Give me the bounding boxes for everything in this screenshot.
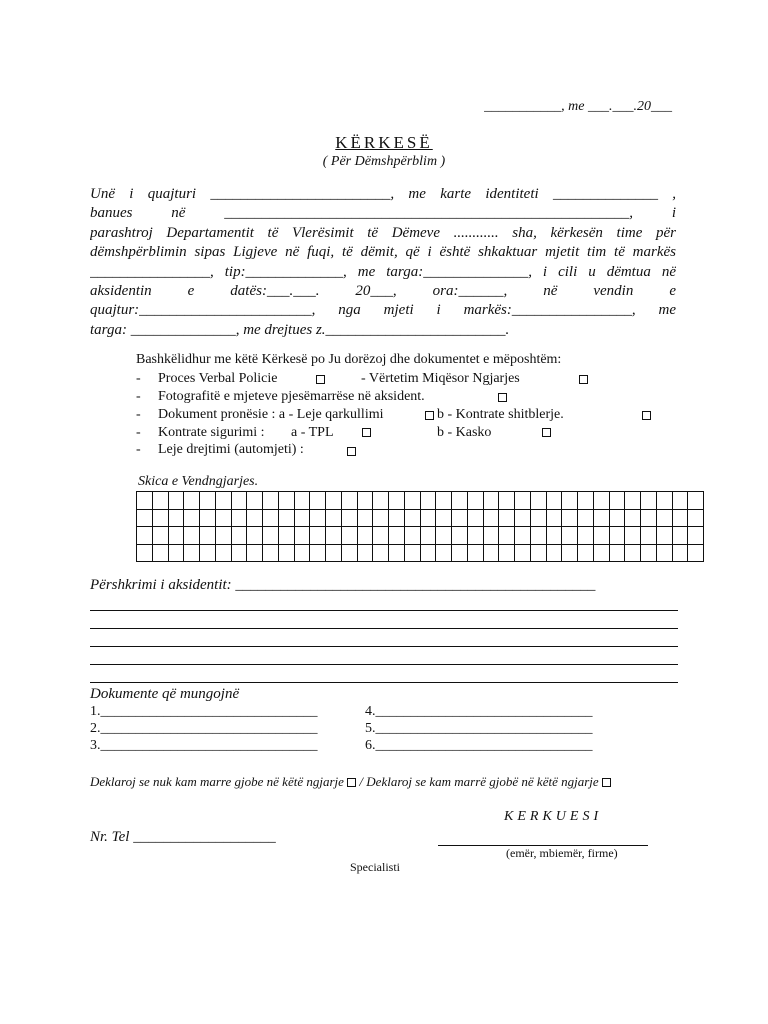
sketch-grid-cell[interactable] — [436, 527, 452, 545]
sketch-grid-cell[interactable] — [137, 544, 153, 562]
attachment-dash: - — [136, 425, 141, 440]
sketch-grid-cell[interactable] — [247, 527, 263, 545]
sketch-grid-cell[interactable] — [200, 544, 216, 562]
sketch-grid-cell[interactable] — [452, 527, 468, 545]
paragraph-line: parashtroj Departamentit të Vlerësimit të Dëmeve ............ sha, kërkesën time për — [90, 224, 676, 241]
attachment-label-police-report: Proces Verbal Policie — [158, 371, 278, 386]
sketch-grid-cell[interactable] — [420, 527, 436, 545]
description-line[interactable] — [90, 682, 678, 683]
sketch-grid-cell[interactable] — [656, 509, 672, 527]
sketch-grid-cell[interactable] — [357, 544, 373, 562]
sketch-grid-cell[interactable] — [341, 527, 357, 545]
sketch-grid-cell[interactable] — [609, 544, 625, 562]
missing-doc-line[interactable]: 5._______________________________ — [365, 721, 593, 736]
attachment-dash: - — [136, 371, 141, 386]
sketch-grid-cell[interactable] — [625, 544, 641, 562]
sketch-grid-cell[interactable] — [656, 544, 672, 562]
sketch-grid-cell[interactable] — [483, 527, 499, 545]
sketch-grid-cell[interactable] — [247, 509, 263, 527]
document-title-text: KËRKESË — [335, 133, 433, 152]
attachment-dash: - — [136, 407, 141, 422]
sketch-grid-cell[interactable] — [389, 509, 405, 527]
sketch-grid-cell[interactable] — [452, 509, 468, 527]
sketch-grid-cell[interactable] — [389, 492, 405, 510]
checkbox-driving-license[interactable] — [347, 447, 356, 456]
sketch-grid-cell[interactable] — [357, 527, 373, 545]
sketch-grid-cell[interactable] — [373, 527, 389, 545]
sketch-grid-cell[interactable] — [247, 492, 263, 510]
sketch-grid-cell[interactable] — [137, 492, 153, 510]
checkbox-police-report[interactable] — [316, 375, 325, 384]
sketch-grid-cell[interactable] — [373, 544, 389, 562]
sketch-grid-cell[interactable] — [184, 492, 200, 510]
sketch-grid-cell[interactable] — [420, 492, 436, 510]
attachments-intro: Bashkëlidhur me këtë Kërkesë po Ju dorëzoj dhe dokumentet e mëposhtëm: — [136, 352, 562, 367]
sketch-grid-cell[interactable] — [467, 544, 483, 562]
specialist-label: Specialisti — [350, 860, 400, 874]
paragraph-line: Unë i quajturi ________________________, me karte identiteti ______________ , — [90, 186, 676, 202]
sketch-grid-cell[interactable] — [200, 527, 216, 545]
sketch-grid-cell[interactable] — [231, 509, 247, 527]
checkbox-sales-contract[interactable] — [642, 411, 651, 420]
sketch-grid-cell[interactable] — [672, 509, 688, 527]
sketch-grid-cell[interactable] — [137, 527, 153, 545]
attachment-label-sales-contract: b - Kontrate shitblerje. — [437, 407, 564, 422]
sketch-grid-cell[interactable] — [593, 509, 609, 527]
sketch-grid-cell[interactable] — [357, 492, 373, 510]
sketch-grid-cell[interactable] — [247, 544, 263, 562]
paragraph-line: quajtur:_______________________, nga mjeti i markës:________________, me — [90, 302, 676, 319]
sketch-grid-cell[interactable] — [609, 492, 625, 510]
sketch-grid-cell[interactable] — [152, 544, 168, 562]
sketch-grid-cell[interactable] — [467, 527, 483, 545]
sketch-grid-cell[interactable] — [231, 527, 247, 545]
sketch-grid-cell[interactable] — [499, 527, 515, 545]
description-line[interactable] — [90, 646, 678, 647]
sketch-grid-cell[interactable] — [420, 509, 436, 527]
sketch-grid-cell[interactable] — [184, 527, 200, 545]
sketch-grid-cell[interactable] — [152, 492, 168, 510]
sketch-grid-row — [137, 544, 704, 562]
sketch-grid-cell[interactable] — [625, 492, 641, 510]
sketch-grid-cell[interactable] — [357, 509, 373, 527]
attachment-label-driving-license: Leje drejtimi (automjeti) : — [158, 442, 304, 457]
attachment-dash: - — [136, 389, 141, 404]
sketch-grid-cell[interactable] — [310, 492, 326, 510]
signature-caption: (emër, mbiemër, firme) — [506, 846, 618, 860]
missing-doc-line[interactable]: 6._______________________________ — [365, 738, 593, 753]
checkbox-photos[interactable] — [498, 393, 507, 402]
sketch-grid-cell[interactable] — [483, 492, 499, 510]
sketch-grid-cell[interactable] — [593, 492, 609, 510]
phone-field[interactable]: Nr. Tel ___________________ — [90, 829, 276, 845]
missing-doc-line[interactable]: 1._______________________________ — [90, 704, 318, 719]
missing-doc-line[interactable]: 2._______________________________ — [90, 721, 318, 736]
checkbox-no-fine[interactable] — [347, 778, 356, 787]
sketch-grid-cell[interactable] — [278, 492, 294, 510]
sketch-grid-cell[interactable] — [215, 492, 231, 510]
sketch-grid-cell[interactable] — [215, 527, 231, 545]
requester-label: KERKUESI — [504, 809, 603, 824]
paragraph-line: aksidentin e datës:___.___. 20___, ora:______, në vendin e — [90, 282, 676, 299]
description-line[interactable] — [90, 628, 678, 629]
sketch-grid-cell[interactable] — [515, 509, 531, 527]
sketch-grid-cell[interactable] — [499, 509, 515, 527]
sketch-grid-cell[interactable] — [215, 544, 231, 562]
sketch-grid-cell[interactable] — [609, 527, 625, 545]
checkbox-tpl[interactable] — [362, 428, 371, 437]
sketch-grid-cell[interactable] — [436, 544, 452, 562]
sketch-grid-cell[interactable] — [168, 527, 184, 545]
sketch-grid-cell[interactable] — [326, 544, 342, 562]
sketch-grid-cell[interactable] — [467, 492, 483, 510]
sketch-grid-row — [137, 509, 704, 527]
paragraph-line: targa: ______________, me drejtues z.________________________. — [90, 321, 510, 338]
sketch-grid-cell[interactable] — [294, 492, 310, 510]
sketch-grid-cell[interactable] — [152, 509, 168, 527]
sketch-grid-cell[interactable] — [641, 509, 657, 527]
sketch-grid-cell[interactable] — [499, 492, 515, 510]
sketch-grid-cell[interactable] — [641, 544, 657, 562]
sketch-grid-cell[interactable] — [546, 527, 562, 545]
declaration-row — [90, 774, 611, 790]
sketch-grid-cell[interactable] — [546, 492, 562, 510]
sketch-grid-cell[interactable] — [152, 527, 168, 545]
sketch-grid-cell[interactable] — [483, 544, 499, 562]
checkbox-circulation-permit[interactable] — [425, 411, 434, 420]
declaration-separator: / — [359, 774, 364, 789]
sketch-grid-row — [137, 492, 704, 510]
sketch-grid-cell[interactable] — [546, 544, 562, 562]
sketch-grid-cell[interactable] — [184, 509, 200, 527]
sketch-grid-cell[interactable] — [231, 544, 247, 562]
sketch-grid-cell[interactable] — [562, 544, 578, 562]
declaration-with-fine: Deklaroj se kam marrë gjobë në këtë ngjarje — [366, 774, 599, 789]
sketch-grid-cell[interactable] — [515, 527, 531, 545]
sketch-grid-cell[interactable] — [593, 544, 609, 562]
missing-doc-line[interactable]: 3._______________________________ — [90, 738, 318, 753]
sketch-grid-cell[interactable] — [200, 492, 216, 510]
missing-docs-label: Dokumente që mungojnë — [90, 686, 240, 702]
sketch-grid-cell[interactable] — [515, 492, 531, 510]
description-line[interactable] — [90, 610, 678, 611]
sketch-grid-cell[interactable] — [404, 509, 420, 527]
sketch-grid-cell[interactable] — [326, 527, 342, 545]
sketch-grid-cell[interactable] — [184, 544, 200, 562]
attachment-label-tpl: a - TPL — [291, 425, 334, 440]
paragraph-line: dëmshpërblimin sipas Ligjeve në fuqi, të dëmit, që i është shkaktuar mjetit tim të markës — [90, 244, 676, 261]
sketch-grid-cell[interactable] — [278, 527, 294, 545]
sketch-grid-cell[interactable] — [341, 509, 357, 527]
sketch-grid-cell[interactable] — [499, 544, 515, 562]
sketch-grid-cell[interactable] — [562, 527, 578, 545]
sketch-grid-cell[interactable] — [215, 509, 231, 527]
sketch-grid-cell[interactable] — [578, 544, 594, 562]
sketch-grid-cell[interactable] — [420, 544, 436, 562]
sketch-grid-cell[interactable] — [341, 492, 357, 510]
sketch-grid-cell[interactable] — [688, 544, 704, 562]
document-subtitle: ( Për Dëmshpërblim ) — [322, 154, 446, 169]
sketch-grid-cell[interactable] — [278, 544, 294, 562]
sketch-grid-cell[interactable] — [641, 527, 657, 545]
sketch-grid-cell[interactable] — [452, 492, 468, 510]
sketch-grid-cell[interactable] — [263, 527, 279, 545]
sketch-grid-cell[interactable] — [467, 509, 483, 527]
sketch-grid-cell[interactable] — [515, 544, 531, 562]
sketch-grid-cell[interactable] — [436, 509, 452, 527]
sketch-grid-cell[interactable] — [625, 509, 641, 527]
sketch-grid-cell[interactable] — [672, 527, 688, 545]
sketch-grid-cell[interactable] — [578, 509, 594, 527]
sketch-grid-cell[interactable] — [200, 509, 216, 527]
sketch-grid-cell[interactable] — [389, 544, 405, 562]
sketch-grid-cell[interactable] — [593, 527, 609, 545]
document-title — [0, 133, 768, 153]
sketch-grid-cell[interactable] — [263, 492, 279, 510]
sketch-grid-cell[interactable] — [294, 544, 310, 562]
sketch-grid-cell[interactable] — [137, 509, 153, 527]
sketch-grid-cell[interactable] — [625, 527, 641, 545]
sketch-label: Skica e Vendngjarjes. — [138, 474, 259, 489]
sketch-grid-cell[interactable] — [389, 527, 405, 545]
sketch-grid-cell[interactable] — [688, 509, 704, 527]
sketch-grid-cell[interactable] — [641, 492, 657, 510]
sketch-grid-cell[interactable] — [530, 492, 546, 510]
attachment-dash: - — [136, 442, 141, 457]
sketch-grid-cell[interactable] — [688, 492, 704, 510]
description-label: Përshkrimi i aksidentit: ________________________________________________ — [90, 577, 596, 593]
checkbox-friendly-certificate[interactable] — [579, 375, 588, 384]
sketch-grid-cell[interactable] — [452, 544, 468, 562]
request-paragraph — [90, 185, 676, 340]
missing-doc-line[interactable]: 4._______________________________ — [365, 704, 593, 719]
sketch-grid-cell[interactable] — [168, 492, 184, 510]
sketch-grid-cell[interactable] — [341, 544, 357, 562]
sketch-grid-cell[interactable] — [404, 544, 420, 562]
attachment-label-kasko: b - Kasko — [437, 425, 492, 440]
sketch-grid-cell[interactable] — [656, 492, 672, 510]
attachment-label-friendly-certificate: - Vërtetim Miqësor Ngjarjes — [361, 371, 520, 386]
attachment-label-ownership: Dokument pronësie : a - Leje qarkullimi — [158, 407, 384, 422]
sketch-grid-cell[interactable] — [578, 527, 594, 545]
sketch-grid-cell[interactable] — [546, 509, 562, 527]
sketch-grid-cell[interactable] — [672, 492, 688, 510]
sketch-grid-cell[interactable] — [688, 527, 704, 545]
sketch-grid-cell[interactable] — [310, 509, 326, 527]
sketch-grid-cell[interactable] — [373, 492, 389, 510]
sketch-grid-cell[interactable] — [326, 492, 342, 510]
sketch-grid-cell[interactable] — [294, 509, 310, 527]
sketch-grid-cell[interactable] — [263, 509, 279, 527]
attachment-label-insurance: Kontrate sigurimi : — [158, 425, 265, 440]
attachment-label-photos: Fotografitë e mjeteve pjesëmarrëse në aksident. — [158, 389, 425, 404]
sketch-grid-row — [137, 527, 704, 545]
sketch-grid-cell[interactable] — [168, 544, 184, 562]
declaration-no-fine: Deklaroj se nuk kam marre gjobe në këtë ngjarje — [90, 774, 344, 789]
sketch-grid-cell[interactable] — [278, 509, 294, 527]
sketch-grid-cell[interactable] — [609, 509, 625, 527]
checkbox-with-fine[interactable] — [602, 778, 611, 787]
description-line[interactable] — [90, 664, 678, 665]
sketch-grid-cell[interactable] — [294, 527, 310, 545]
sketch-grid-cell[interactable] — [310, 527, 326, 545]
sketch-grid-cell[interactable] — [530, 509, 546, 527]
sketch-grid-cell[interactable] — [404, 492, 420, 510]
sketch-grid-cell[interactable] — [483, 509, 499, 527]
sketch-grid-cell[interactable] — [672, 544, 688, 562]
paragraph-line: banues në ______________________________________________________, i — [90, 205, 676, 222]
sketch-grid-cell[interactable] — [578, 492, 594, 510]
checkbox-kasko[interactable] — [542, 428, 551, 437]
sketch-grid-cell[interactable] — [562, 509, 578, 527]
sketch-grid-cell[interactable] — [530, 544, 546, 562]
sketch-grid[interactable] — [136, 491, 704, 562]
sketch-grid-cell[interactable] — [326, 509, 342, 527]
sketch-grid-cell[interactable] — [373, 509, 389, 527]
sketch-grid-cell[interactable] — [562, 492, 578, 510]
sketch-grid-cell[interactable] — [404, 527, 420, 545]
paragraph-line: ________________, tip:_____________, me targa:______________, i cili u dëmtua në — [90, 263, 676, 280]
date-line: ___________, me ___.___.20___ — [484, 99, 672, 114]
sketch-grid-cell[interactable] — [168, 509, 184, 527]
sketch-grid-cell[interactable] — [231, 492, 247, 510]
sketch-grid-cell[interactable] — [436, 492, 452, 510]
sketch-grid-cell[interactable] — [310, 544, 326, 562]
sketch-grid-cell[interactable] — [263, 544, 279, 562]
sketch-grid-cell[interactable] — [656, 527, 672, 545]
sketch-grid-cell[interactable] — [530, 527, 546, 545]
